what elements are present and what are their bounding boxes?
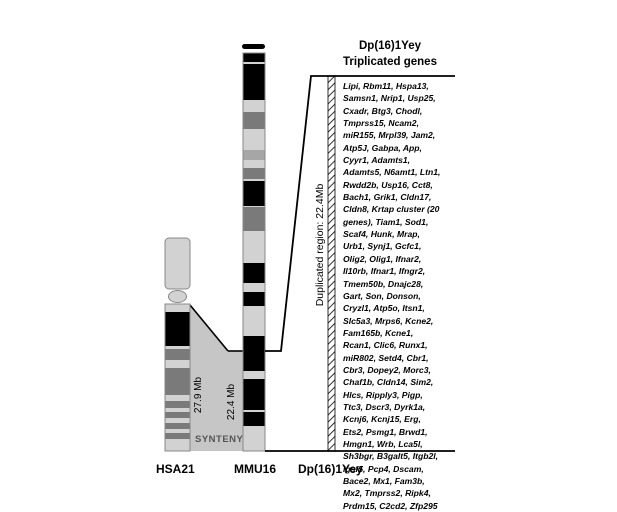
hsa21-size-label: 27.9 Mb (193, 376, 204, 414)
hsa21-band (165, 368, 190, 395)
gene-line: Lipi, Rbm11, Hspa13, (343, 81, 429, 91)
mmu16-band (243, 207, 265, 231)
mmu16-band (243, 336, 265, 371)
gene-line: Rcan1, Clic6, Runx1, (343, 340, 428, 351)
gene-line: Igsf5, Pcp4, Dscam, (343, 463, 424, 474)
gene-line: Cryzl1, Atp5o, Itsn1, (343, 303, 425, 314)
gene-line: Tmprss15, Ncam2, (343, 118, 419, 129)
hsa21-band (165, 423, 190, 429)
gene-line: Il10rb, Ifnar1, Ifngr2, (343, 266, 426, 277)
gene-line: Kcnj6, Kcnj15, Erg, (343, 414, 421, 425)
gene-line: Scaf4, Hunk, Mrap, (343, 229, 420, 240)
mmu16-band (243, 112, 265, 129)
gene-line: Cyyr1, Adamts1, (343, 155, 411, 166)
gene-line: Urb1, Synj1, Gcfc1, (343, 241, 422, 252)
hsa21-band (165, 412, 190, 418)
dup-label: Dp(16)1Yey (298, 462, 363, 476)
hsa21-band (165, 312, 190, 346)
gene-line: miR155, Mrpl39, Jam2, (343, 130, 436, 141)
hsa21-label: HSA21 (156, 462, 195, 476)
gene-line: Hmgn1, Wrb, Lca5l, (343, 438, 423, 449)
gene-line: Atp5J, Gabpa, App, (343, 142, 422, 153)
dup-title: Dp(16)1Yey (358, 40, 421, 52)
gene-line: Bach1, Grik1, Cldn17, (343, 192, 432, 203)
dup-subtitle: Triplicated genes (343, 56, 437, 68)
gene-line: Samsn1, Nrip1, Usp25, (343, 93, 436, 104)
mmu16-band (243, 64, 265, 100)
mmu16-band (243, 181, 265, 206)
gene-line: Olig2, Olig1, Ifnar2, (343, 253, 422, 264)
hsa21-band (165, 349, 190, 360)
mmu16-band (243, 292, 265, 306)
hsa21-band (165, 433, 190, 439)
mmu16-band (243, 150, 265, 160)
gene-line: Tmem50b, Dnajc28, (343, 278, 424, 289)
gene-line: Adamts5, N6amt1, Ltn1, (343, 167, 441, 178)
mmu16-band (243, 168, 265, 179)
gene-line: Chaf1b, Cldn14, Sim2, (343, 377, 434, 388)
hsa21-band (165, 401, 190, 408)
hsa21-chromosome (165, 238, 190, 451)
hsa21-centromere (169, 291, 187, 303)
gene-line: Slc5a3, Mrps6, Kcne2, (343, 315, 434, 326)
mmu16-band (243, 263, 265, 283)
gene-line: Bace2, Mx1, Fam3b, (343, 476, 425, 486)
gene-line: Prdm15, C2cd2, Zfp295 (343, 500, 438, 511)
gene-line: Cldn8, Krtap cluster (20 (343, 204, 440, 215)
gene-line: Ets2, Psmg1, Brwd1, (343, 426, 428, 437)
mmu16-band (243, 412, 265, 426)
mmu16-chromosome (242, 44, 265, 451)
gene-line: Mx2, Tmprss2, Ripk4, (343, 488, 431, 499)
gene-line: Cxadr, Btg3, Chodl, (343, 105, 423, 116)
gene-line: Ttc3, Dscr3, Dyrk1a, (343, 401, 426, 412)
duplicated-region-hatch (328, 76, 335, 451)
gene-line: genes), Tiam1, Sod1, (343, 216, 429, 227)
gene-line: Cbr3, Dopey2, Morc3, (343, 364, 431, 375)
mmu16-label: MMU16 (234, 462, 277, 476)
gene-line: Hlcs, Ripply3, Pigp, (343, 389, 423, 400)
gene-line: Fam165b, Kcne1, (343, 327, 414, 338)
gene-line: miR802, Setd4, Cbr1, (343, 352, 429, 363)
gene-line: Gart, Son, Donson, (343, 290, 421, 301)
mmu16-telomere-cap (242, 44, 265, 49)
duplicated-region-label: Duplicated region: 22.4Mb (314, 183, 326, 307)
hsa21-short-arm (165, 238, 190, 289)
mmu16-size-label: 22.4 Mb (226, 383, 237, 421)
triplicated-gene-list (343, 80, 455, 512)
gene-line: Rwdd2b, Usp16, Cct8, (343, 179, 433, 190)
synteny-label: SYNTENY (195, 434, 244, 445)
mmu16-band (243, 53, 265, 62)
gene-line: Sh3bgr, B3galt5, Itgb2l, (343, 451, 439, 462)
mmu16-band (243, 379, 265, 410)
